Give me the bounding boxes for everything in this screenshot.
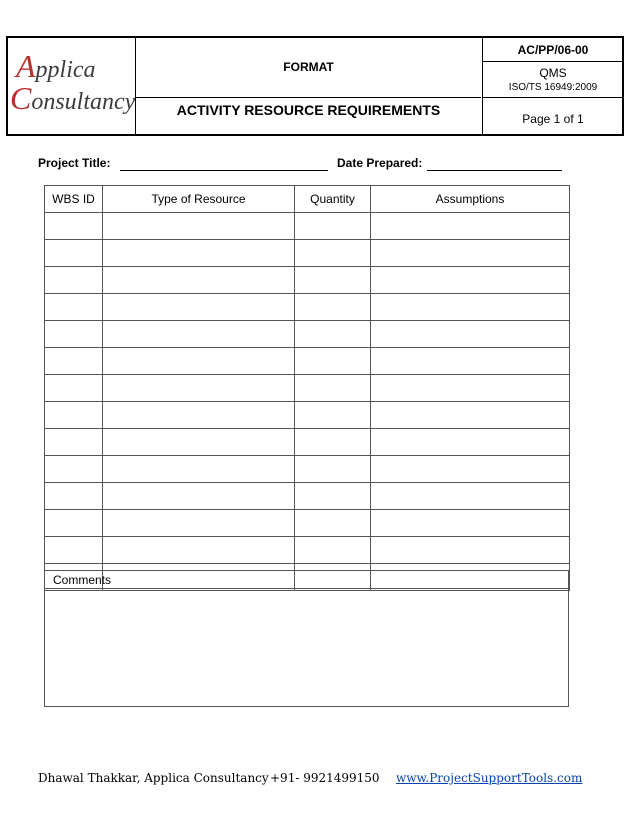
cell-quantity[interactable] [295, 510, 371, 537]
column-header-wbs-id: WBS ID [45, 186, 103, 213]
table-row [45, 348, 570, 375]
table-header-row [45, 186, 570, 213]
cell-wbs-id[interactable] [45, 402, 103, 429]
table-row [45, 402, 570, 429]
table-row [45, 240, 570, 267]
logo-cap-a: A [16, 48, 36, 84]
table-row [45, 213, 570, 240]
cell-type-of-resource[interactable] [103, 456, 295, 483]
logo-word-onsultancy: onsultancy [31, 89, 136, 115]
table-row [45, 483, 570, 510]
page-number: Page 1 of 1 [522, 112, 584, 126]
cell-assumptions[interactable] [371, 267, 570, 294]
table-row [45, 321, 570, 348]
header-meta-block [482, 38, 623, 134]
resource-table [44, 185, 569, 591]
format-label: FORMAT [283, 60, 334, 74]
cell-quantity[interactable] [295, 483, 371, 510]
document-header [6, 36, 624, 136]
header-title-block [136, 38, 481, 134]
cell-assumptions[interactable] [371, 348, 570, 375]
cell-quantity[interactable] [295, 240, 371, 267]
cell-assumptions[interactable] [371, 510, 570, 537]
cell-quantity[interactable] [295, 429, 371, 456]
cell-wbs-id[interactable] [45, 537, 103, 564]
comments-label: Comments [53, 573, 112, 587]
cell-wbs-id[interactable] [45, 213, 103, 240]
cell-wbs-id[interactable] [45, 267, 103, 294]
table-row [45, 267, 570, 294]
cell-quantity[interactable] [295, 294, 371, 321]
table-row [45, 456, 570, 483]
cell-type-of-resource[interactable] [103, 483, 295, 510]
cell-type-of-resource[interactable] [103, 267, 295, 294]
cell-assumptions[interactable] [371, 537, 570, 564]
cell-type-of-resource[interactable] [103, 213, 295, 240]
doc-code: AC/PP/06-00 [517, 43, 589, 57]
cell-assumptions[interactable] [371, 213, 570, 240]
logo-cap-c: C [10, 80, 32, 116]
standard-label: ISO/TS 16949:2009 [508, 82, 598, 93]
company-logo [8, 38, 136, 134]
comments-box [44, 570, 569, 707]
cell-wbs-id[interactable] [45, 348, 103, 375]
cell-assumptions[interactable] [371, 375, 570, 402]
project-title-field[interactable] [120, 170, 328, 171]
cell-quantity[interactable] [295, 348, 371, 375]
cell-assumptions[interactable] [371, 294, 570, 321]
cell-assumptions[interactable] [371, 429, 570, 456]
cell-assumptions[interactable] [371, 240, 570, 267]
cell-type-of-resource[interactable] [103, 294, 295, 321]
cell-type-of-resource[interactable] [103, 348, 295, 375]
cell-wbs-id[interactable] [45, 456, 103, 483]
cell-wbs-id[interactable] [45, 240, 103, 267]
cell-quantity[interactable] [295, 267, 371, 294]
column-header-quantity: Quantity [295, 186, 371, 213]
footer-author: Dhawal Thakkar, Applica Consultancy [38, 771, 269, 785]
project-title-label: Project Title: [38, 156, 111, 170]
cell-wbs-id[interactable] [45, 321, 103, 348]
cell-type-of-resource[interactable] [103, 510, 295, 537]
footer-website-link[interactable]: www.ProjectSupportTools.com [396, 771, 583, 785]
cell-quantity[interactable] [295, 537, 371, 564]
cell-quantity[interactable] [295, 321, 371, 348]
cell-assumptions[interactable] [371, 402, 570, 429]
form-title: ACTIVITY RESOURCE REQUIREMENTS [176, 102, 441, 118]
table-row [45, 294, 570, 321]
cell-wbs-id[interactable] [45, 510, 103, 537]
table-row [45, 537, 570, 564]
system-label: QMS [539, 66, 567, 80]
cell-wbs-id[interactable] [45, 429, 103, 456]
cell-quantity[interactable] [295, 402, 371, 429]
date-prepared-label: Date Prepared: [337, 156, 423, 170]
footer-phone: +91- 9921499150 [270, 771, 380, 785]
date-prepared-field[interactable] [427, 170, 562, 171]
logo-word-pplica: pplica [35, 57, 96, 83]
column-header-type-of-resource: Type of Resource [103, 186, 295, 213]
cell-type-of-resource[interactable] [103, 240, 295, 267]
cell-assumptions[interactable] [371, 483, 570, 510]
cell-assumptions[interactable] [371, 321, 570, 348]
cell-type-of-resource[interactable] [103, 321, 295, 348]
cell-type-of-resource[interactable] [103, 402, 295, 429]
table-row [45, 375, 570, 402]
cell-type-of-resource[interactable] [103, 429, 295, 456]
cell-wbs-id[interactable] [45, 483, 103, 510]
cell-type-of-resource[interactable] [103, 537, 295, 564]
table-row [45, 429, 570, 456]
cell-type-of-resource[interactable] [103, 375, 295, 402]
comments-field[interactable] [45, 589, 568, 706]
column-header-assumptions: Assumptions [371, 186, 570, 213]
table-row [45, 510, 570, 537]
cell-quantity[interactable] [295, 375, 371, 402]
cell-quantity[interactable] [295, 456, 371, 483]
cell-wbs-id[interactable] [45, 375, 103, 402]
cell-quantity[interactable] [295, 213, 371, 240]
cell-wbs-id[interactable] [45, 294, 103, 321]
cell-assumptions[interactable] [371, 456, 570, 483]
